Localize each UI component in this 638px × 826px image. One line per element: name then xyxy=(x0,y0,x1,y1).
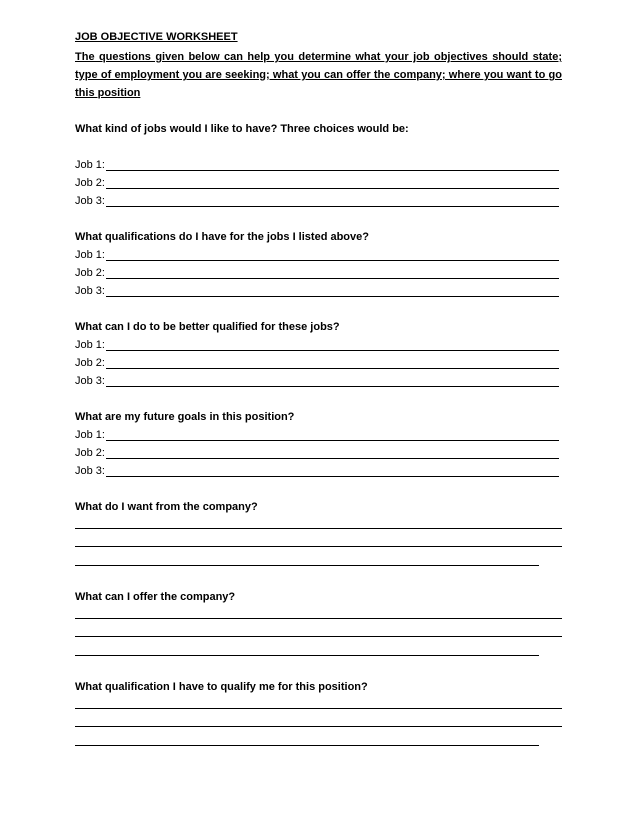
job-label: Job 2: xyxy=(75,177,105,189)
job-answer-line[interactable] xyxy=(106,188,559,189)
question-job-choices: What kind of jobs would I like to have? Three choices would be: xyxy=(75,123,409,135)
job-answer-line[interactable] xyxy=(106,476,559,477)
job-answer-line[interactable] xyxy=(106,386,559,387)
document-title: JOB OBJECTIVE WORKSHEET xyxy=(75,31,238,43)
intro-line-2: type of employment you are seeking; what you can offer the company; where you want to go xyxy=(75,69,562,81)
job-answer-line[interactable] xyxy=(106,296,559,297)
job-label: Job 2: xyxy=(75,447,105,459)
qualification-position-answer-line-2[interactable] xyxy=(75,726,562,727)
offer-company-answer-line-1[interactable] xyxy=(75,618,562,619)
want-from-company-answer-line-3[interactable] xyxy=(75,565,539,566)
job-answer-line[interactable] xyxy=(106,260,559,261)
intro-line-1: The questions given below can help you determine what your job objectives should state; xyxy=(75,51,562,63)
qualification-position-answer-line-1[interactable] xyxy=(75,708,562,709)
offer-company-answer-line-3[interactable] xyxy=(75,655,539,656)
job-label: Job 3: xyxy=(75,285,105,297)
question-offer-company: What can I offer the company? xyxy=(75,591,236,603)
job-label: Job 1: xyxy=(75,339,105,351)
question-want-from-company: What do I want from the company? xyxy=(75,501,258,513)
job-answer-line[interactable] xyxy=(106,368,559,369)
job-answer-line[interactable] xyxy=(106,350,559,351)
offer-company-answer-line-2[interactable] xyxy=(75,636,562,637)
job-answer-line[interactable] xyxy=(106,206,559,207)
want-from-company-answer-line-2[interactable] xyxy=(75,546,562,547)
job-label: Job 3: xyxy=(75,375,105,387)
qualification-position-answer-line-3[interactable] xyxy=(75,745,539,746)
job-answer-line[interactable] xyxy=(106,458,559,459)
question-better-qualified: What can I do to be better qualified for these jobs? xyxy=(75,321,340,333)
job-label: Job 2: xyxy=(75,357,105,369)
job-label: Job 2: xyxy=(75,267,105,279)
question-qualification-position: What qualification I have to qualify me for this position? xyxy=(75,681,368,693)
job-label: Job 1: xyxy=(75,249,105,261)
question-future-goals: What are my future goals in this position? xyxy=(75,411,295,423)
question-qualifications: What qualifications do I have for the jobs I listed above? xyxy=(75,231,369,243)
job-label: Job 3: xyxy=(75,465,105,477)
want-from-company-answer-line-1[interactable] xyxy=(75,528,562,529)
job-label: Job 3: xyxy=(75,195,105,207)
job-label: Job 1: xyxy=(75,159,105,171)
job-answer-line[interactable] xyxy=(106,170,559,171)
intro-line-3: this position xyxy=(75,87,141,99)
job-answer-line[interactable] xyxy=(106,278,559,279)
job-answer-line[interactable] xyxy=(106,440,559,441)
job-label: Job 1: xyxy=(75,429,105,441)
